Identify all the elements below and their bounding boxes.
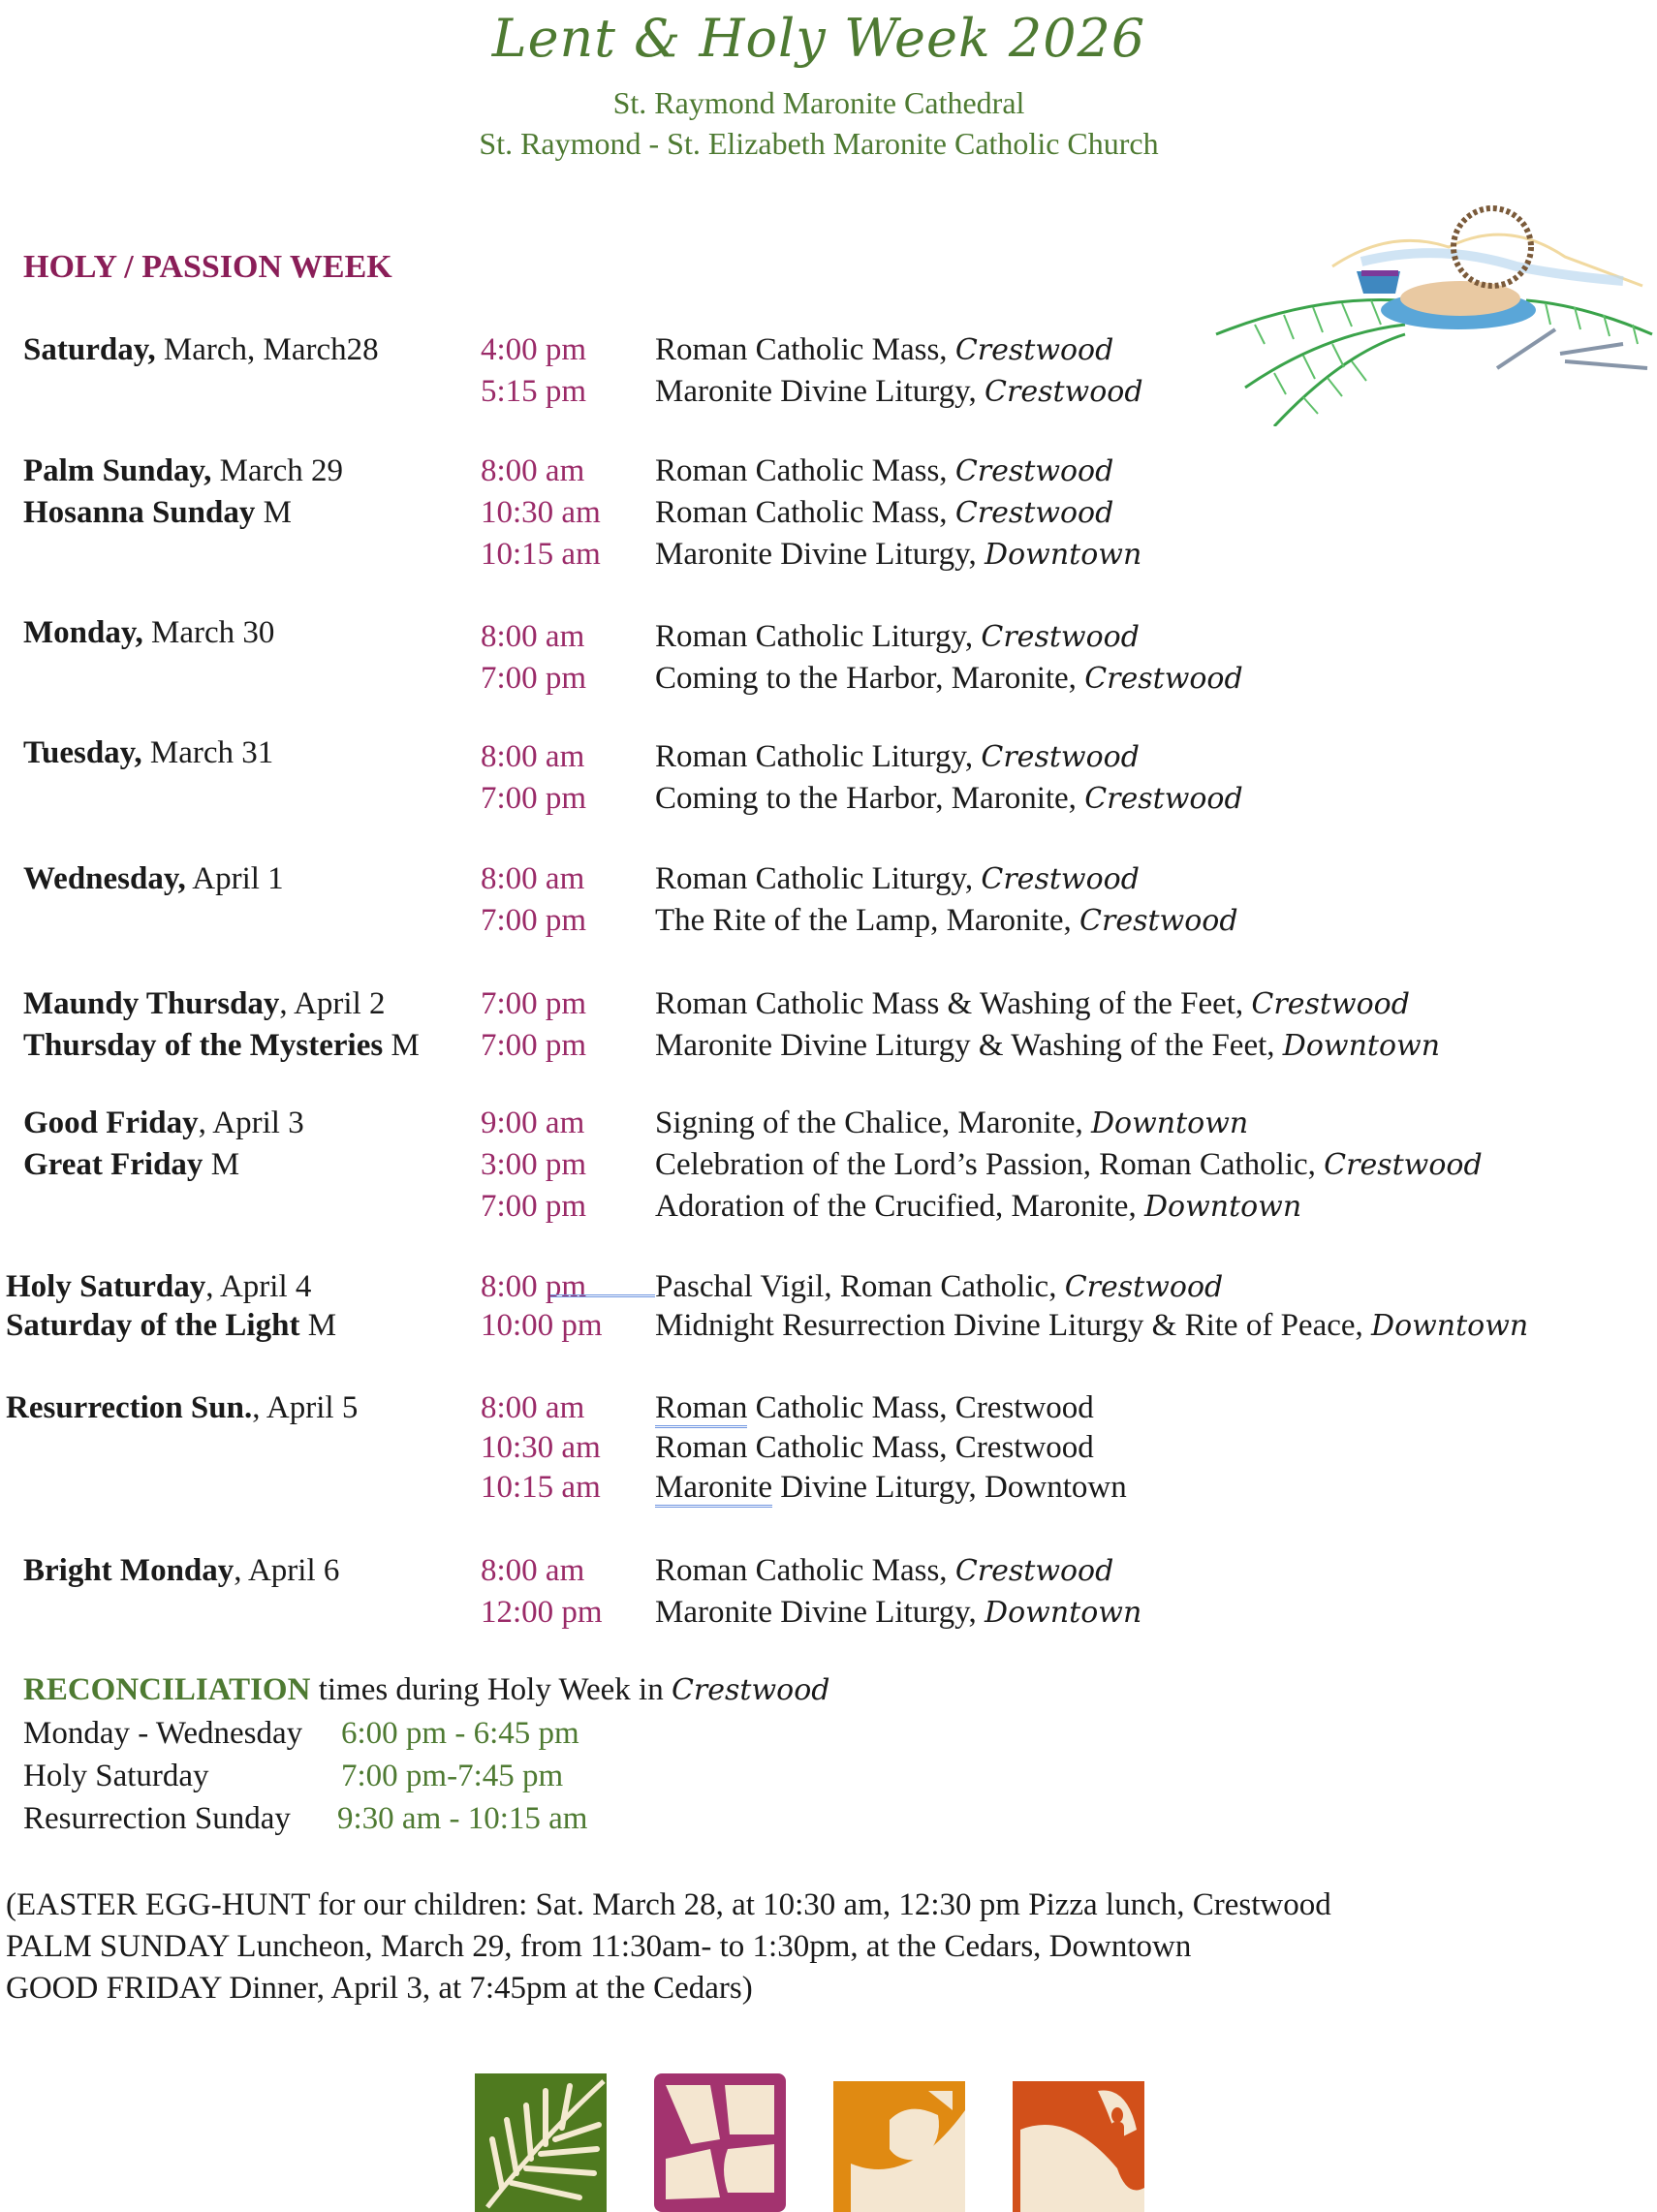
note-egg-hunt: (EASTER EGG-HUNT for our children: Sat. March 28, at 10:30 am, 12:30 pm Pizza lunch, Crestwood [6, 1887, 1331, 1922]
event-list: Roman Catholic Liturgy, Crestwood The Rite of the Lamp, Maronite, Crestwood [655, 861, 1238, 938]
palm-leaf-tile-icon [473, 2072, 609, 2212]
event-list: Signing of the Chalice, Maronite, Downtown Celebration of the Lord’s Passion, Roman Catholic, Crestwood Adoration of the Crucified, Maronite, Downtown [655, 1106, 1483, 1224]
spell-underline [550, 1294, 655, 1297]
event-list: Roman Catholic Liturgy, Crestwood Coming to the Harbor, Maronite, Crestwood [655, 739, 1243, 816]
palm-chalice-crown-illustration-icon [1197, 189, 1657, 426]
reconciliation-row: Holy Saturday 7:00 pm-7:45 pm [23, 1759, 564, 1793]
bread-tile-icon [652, 2072, 788, 2212]
time-list: 8:00 am 10:30 am 10:15 am [481, 453, 601, 572]
time-list: 8:00 am 12:00 pm [481, 1553, 603, 1630]
day-label: Monday, March 30 [23, 615, 275, 650]
risen-christ-tile-icon [1011, 2072, 1146, 2212]
reconciliation-heading: RECONCILIATION times during Holy Week in Crestwood [23, 1672, 830, 1707]
page-title: Lent & Holy Week 2026 [491, 8, 1146, 69]
day-label: Wednesday, April 1 [23, 861, 284, 896]
event-list: Roman Catholic Mass & Washing of the Feet, Crestwood Maronite Divine Liturgy & Washing of the Feet, Downtown [655, 986, 1441, 1063]
day-label: Good Friday, April 3 Great Friday M [23, 1106, 304, 1182]
section-heading-holy-week: HOLY / PASSION WEEK [23, 249, 392, 285]
day-label: Bright Monday, April 6 [23, 1553, 340, 1588]
note-good-friday-dinner: GOOD FRIDAY Dinner, April 3, at 7:45pm at the Cedars) [6, 1971, 753, 2006]
day-label: Maundy Thursday, April 2 Thursday of the Mysteries M [23, 986, 420, 1063]
reconciliation-row: Resurrection Sunday 9:30 am - 10:15 am [23, 1801, 588, 1836]
time-list: 4:00 pm 5:15 pm [481, 332, 587, 409]
day-label: Saturday, March, March28 [23, 332, 379, 367]
reconciliation-row: Monday - Wednesday 6:00 pm - 6:45 pm [23, 1716, 579, 1751]
event-list: Roman Catholic Mass, Crestwood Roman Catholic Mass, Crestwood Maronite Divine Liturgy, Downtown [655, 1388, 1127, 1508]
time-list: 7:00 pm 7:00 pm [481, 986, 587, 1063]
time-list: 8:00 am 10:30 am 10:15 am [481, 1390, 601, 1505]
day-label: Palm Sunday, March 29 Hosanna Sunday M [23, 453, 344, 530]
event-list: Roman Catholic Mass, Crestwood Maronite Divine Liturgy, Crestwood [655, 332, 1143, 409]
day-label: Resurrection Sun., April 5 [6, 1390, 359, 1425]
hand-tile-icon [831, 2072, 967, 2212]
time-list: 9:00 am 3:00 pm 7:00 pm [481, 1106, 587, 1224]
reconciliation-section [23, 1668, 829, 1840]
subtitle-cathedral: St. Raymond Maronite Cathedral [612, 85, 1025, 120]
time-list: 8:00 pm 10:00 pm [481, 1267, 603, 1345]
time-list: 8:00 am 7:00 pm [481, 861, 587, 938]
time-list: 8:00 am 7:00 pm [481, 619, 587, 696]
note-palm-sunday-luncheon: PALM SUNDAY Luncheon, March 29, from 11:30am- to 1:30pm, at the Cedars, Downtown [6, 1929, 1192, 1964]
decorative-tiles [473, 2072, 1146, 2212]
day-label: Holy Saturday, April 4 Saturday of the Light M [6, 1269, 337, 1343]
day-label: Tuesday, March 31 [23, 735, 274, 770]
event-list: Roman Catholic Mass, Crestwood Maronite Divine Liturgy, Downtown [655, 1553, 1142, 1630]
subtitle-church: St. Raymond - St. Elizabeth Maronite Catholic Church [479, 126, 1159, 161]
event-list: Paschal Vigil, Roman Catholic, Crestwood Midnight Resurrection Divine Liturgy & Rite of Peace, Downtown [655, 1269, 1529, 1343]
event-list: Roman Catholic Mass, Crestwood Roman Catholic Mass, Crestwood Maronite Divine Liturgy, Downtown [655, 453, 1142, 572]
time-list: 8:00 am 7:00 pm [481, 739, 587, 816]
events-notes [6, 1885, 1331, 2009]
event-list: Roman Catholic Liturgy, Crestwood Coming to the Harbor, Maronite, Crestwood [655, 619, 1243, 696]
